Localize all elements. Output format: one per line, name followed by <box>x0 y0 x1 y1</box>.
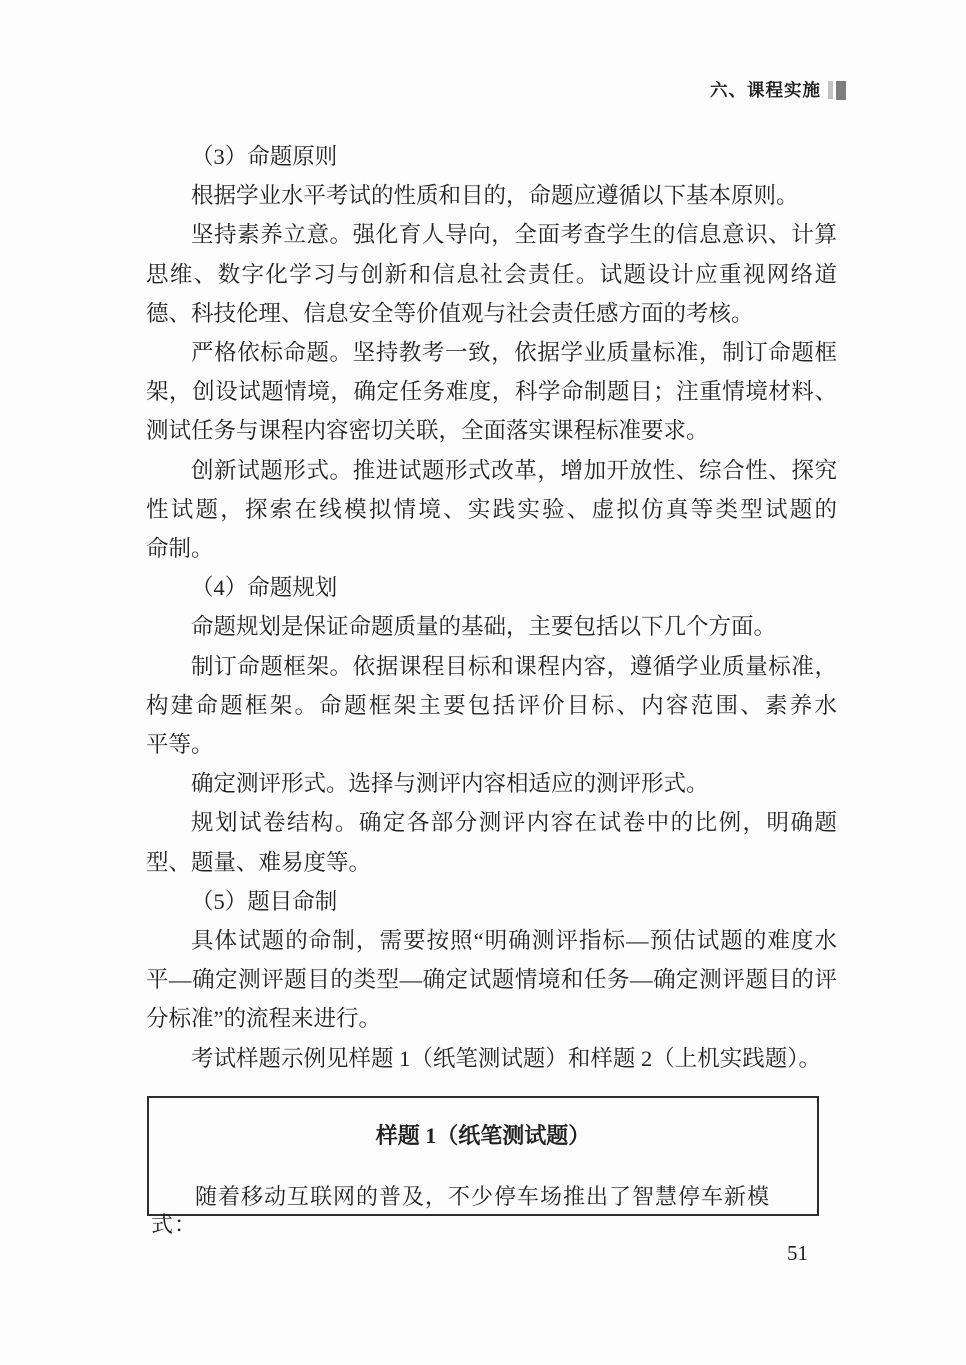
header-bar-light-icon <box>828 81 833 99</box>
paragraph-line: 坚持素养立意。强化育人导向，全面考查学生的信息意识、计算 <box>191 222 837 248</box>
body-text <box>146 137 837 1078</box>
paragraph-line: 创新试题形式。推进试题形式改革，增加开放性、综合性、探究 <box>191 457 837 483</box>
paragraph-line: 制订命题框架。依据课程目标和课程内容，遵循学业质量标准， <box>191 653 837 679</box>
subheading-3: （3）命题原则 <box>191 144 338 169</box>
sample-question-box <box>147 1096 819 1237</box>
paragraph-line: 型、题量、难易度等。 <box>146 849 372 875</box>
paragraph-line: 德、科技伦理、信息安全等价值观与社会责任感方面的考核。 <box>146 300 754 326</box>
section-header-title: 六、课程实施 <box>710 80 821 100</box>
paragraph-line: 命题规划是保证命题质量的基础，主要包括以下几个方面。 <box>191 614 777 640</box>
paragraph-line: 确定测评形式。选择与测评内容相适应的测评形式。 <box>191 771 709 797</box>
paragraph-line: 严格依标命题。坚持教考一致，依据学业质量标准，制订命题框 <box>191 340 837 366</box>
header-bar-dark-icon <box>836 81 846 100</box>
sample-box-title: 样题 1（纸笔测试题） <box>375 1123 591 1148</box>
subheading-4: （4）命题规划 <box>191 575 338 601</box>
subheading-5: （5）题目命制 <box>191 888 338 914</box>
sample-box-body: 随着移动互联网的普及，不少停车场推出了智慧停车新模式： <box>151 1184 771 1237</box>
paragraph-line: 平等。 <box>146 732 214 758</box>
paragraph-line: 具体试题的命制，需要按照“明确测评指标—预估试题的难度水 <box>191 928 837 954</box>
paragraph-line: 规划试卷结构。确定各部分测评内容在试卷中的比例，明确题 <box>191 810 837 836</box>
paragraph-line: 架，创设试题情境，确定任务难度，科学命制题目；注重情境材料、 <box>146 379 837 405</box>
paragraph-line: 考试样题示例见样题 1（纸笔测试题）和样题 2（上机实践题）。 <box>191 1045 822 1071</box>
paragraph-line: 思维、数字化学习与创新和信息社会责任。试题设计应重视网络道 <box>146 261 837 287</box>
page-number: 51 <box>787 1241 808 1265</box>
paragraph-line: 性试题，探索在线模拟情境、实践实验、虚拟仿真等类型试题的 <box>146 496 837 522</box>
paragraph-line: 命制。 <box>146 536 214 562</box>
paragraph-line: 构建命题框架。命题框架主要包括评价目标、内容范围、素养水 <box>146 692 837 718</box>
paragraph-line: 分标准”的流程来进行。 <box>146 1006 381 1032</box>
paragraph-line: 测试任务与课程内容密切关联，全面落实课程标准要求。 <box>146 418 709 444</box>
paragraph-line: 根据学业水平考试的性质和目的，命题应遵循以下基本原则。 <box>191 183 799 209</box>
running-header <box>710 79 846 101</box>
paragraph-line: 平—确定测评题目的类型—确定试题情境和任务—确定测评题目的评 <box>146 967 837 993</box>
